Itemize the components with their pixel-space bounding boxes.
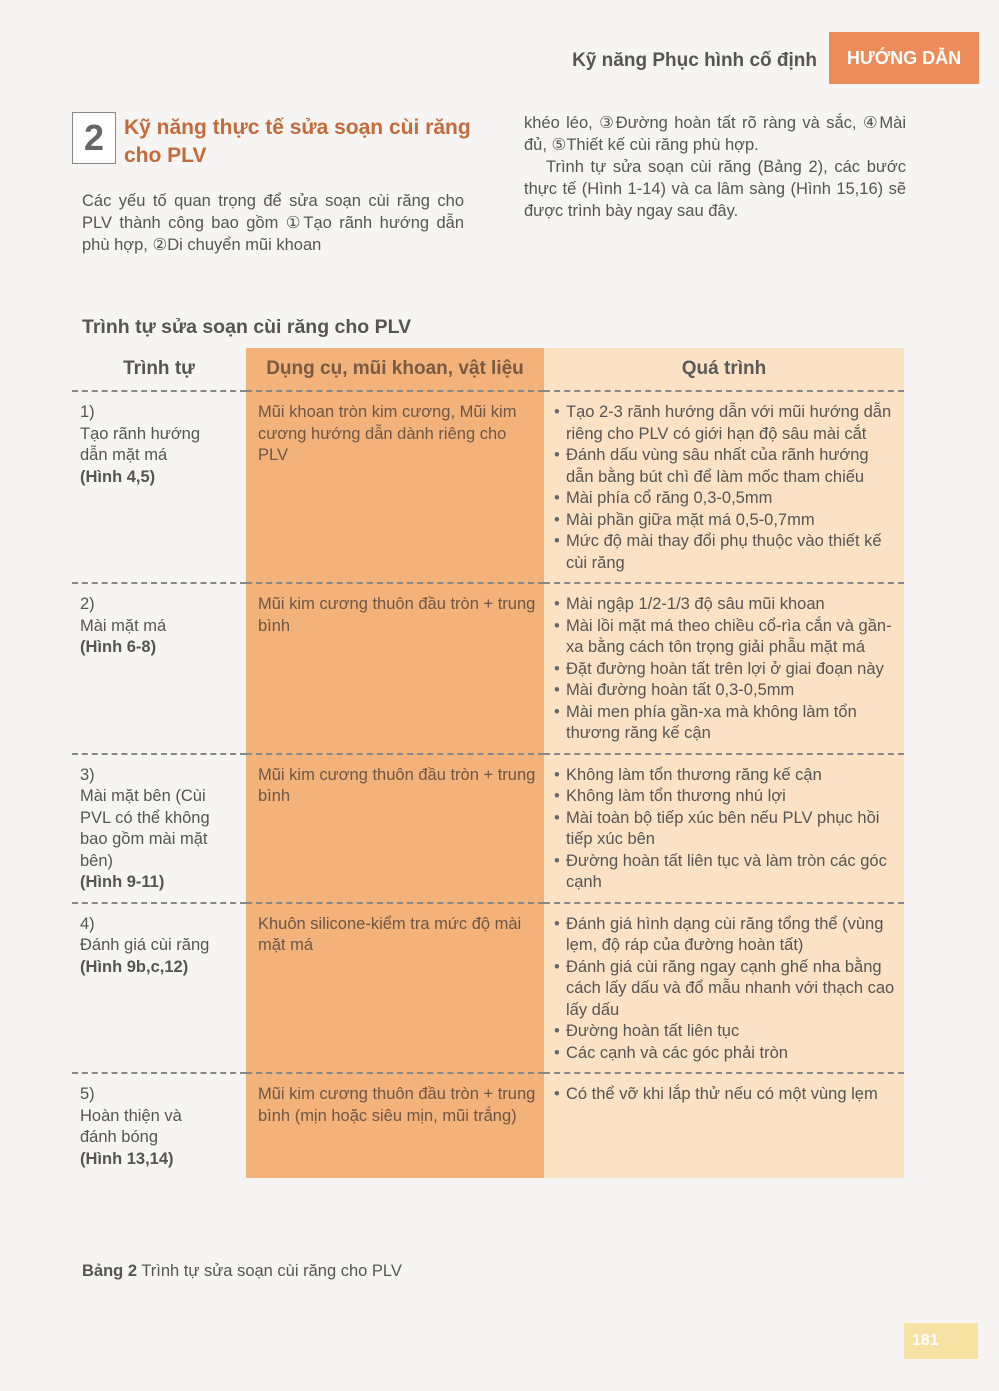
process-list bbox=[552, 1084, 896, 1106]
caption-label: Bảng 2 bbox=[82, 1262, 138, 1280]
process-step: • Mài toàn bộ tiếp xúc bên nếu PLV phục hồi tiếp xúc bên bbox=[552, 808, 896, 851]
step-name: Đánh giá cùi răng bbox=[80, 936, 210, 954]
step-cell bbox=[72, 1073, 246, 1178]
step-name: Mài mặt bên (Cùi PVL có thể không bao gồm mài mặt bên) bbox=[80, 787, 210, 870]
page-header bbox=[0, 32, 999, 84]
intro-right-column bbox=[524, 112, 906, 222]
table-row bbox=[72, 391, 904, 583]
header-title: Kỹ năng Phục hình cố định bbox=[572, 50, 817, 71]
tool-cell: Khuôn silicone-kiểm tra mức độ mài mặt má bbox=[246, 903, 544, 1074]
tool-cell: Mũi khoan tròn kim cương, Mũi kim cương hướng dẫn dành riêng cho PLV bbox=[246, 391, 544, 583]
process-step: • Đường hoàn tất liên tục và làm tròn các góc cạnh bbox=[552, 851, 896, 894]
step-text-block bbox=[80, 1106, 220, 1171]
process-cell bbox=[544, 1073, 904, 1178]
table-row bbox=[72, 754, 904, 903]
step-number: 4) bbox=[80, 914, 95, 933]
intro-right-p1: khéo léo, ③Đường hoàn tất rõ ràng và sắc, ④Mài đủ, ⑤Thiết kế cùi răng phù hợp. bbox=[524, 114, 906, 154]
tool-cell: Mũi kim cương thuôn đầu tròn + trung bình (mịn hoặc siêu mịn, mũi trắng) bbox=[246, 1073, 544, 1178]
column-header-tools: Dụng cụ, mũi khoan, vật liệu bbox=[246, 348, 544, 391]
step-name: Tạo rãnh hướng dẫn mặt má bbox=[80, 424, 201, 464]
process-step: • Mài lồi mặt má theo chiều cổ-rìa cắn và gần-xa bằng cách tôn trọng giải phẫu mặt má bbox=[552, 616, 896, 659]
process-step: • Đặt đường hoàn tất trên lợi ở giai đoạn này bbox=[552, 659, 896, 681]
column-header-process: Quá trình bbox=[544, 348, 904, 391]
process-step: • Tạo 2-3 rãnh hướng dẫn với mũi hướng dẫn riêng cho PLV có giới hạn độ sâu mài cắt bbox=[552, 402, 896, 445]
process-list bbox=[552, 402, 896, 574]
intro-left-column bbox=[82, 190, 464, 256]
step-cell bbox=[72, 754, 246, 903]
step-figure-ref: (Hình 13,14) bbox=[80, 1149, 174, 1168]
step-name: Mài mặt má bbox=[80, 616, 167, 635]
table-row bbox=[72, 903, 904, 1074]
process-cell bbox=[544, 903, 904, 1074]
step-name: Hoàn thiện và đánh bóng bbox=[80, 1106, 182, 1146]
process-step: • Mài phía cổ răng 0,3-0,5mm bbox=[552, 488, 896, 510]
step-text-block bbox=[80, 935, 220, 978]
step-text-block bbox=[80, 616, 220, 659]
process-cell bbox=[544, 754, 904, 903]
process-step: • Đánh giá hình dạng cùi răng tổng thể (vùng lẹm, độ ráp của đường hoàn tất) bbox=[552, 914, 896, 957]
step-number: 3) bbox=[80, 765, 95, 784]
process-list bbox=[552, 765, 896, 894]
caption-text: Trình tự sửa soạn cùi răng cho PLV bbox=[141, 1262, 402, 1280]
table-caption bbox=[82, 1262, 402, 1281]
process-step: • Đường hoàn tất liên tục bbox=[552, 1021, 896, 1043]
step-text-block bbox=[80, 424, 220, 489]
process-step: • Các cạnh và các góc phải tròn bbox=[552, 1043, 896, 1065]
process-step: • Mài ngập 1/2-1/3 độ sâu mũi khoan bbox=[552, 594, 896, 616]
step-figure-ref: (Hình 9b,c,12) bbox=[80, 957, 189, 976]
process-list bbox=[552, 914, 896, 1065]
step-figure-ref: (Hình 9-11) bbox=[80, 873, 165, 891]
process-step: • Mài phần giữa mặt má 0,5-0,7mm bbox=[552, 510, 896, 532]
section-title: Kỹ năng thực tế sửa soạn cùi răng cho PLV bbox=[124, 116, 471, 167]
tool-cell: Mũi kim cương thuôn đầu tròn + trung bình bbox=[246, 583, 544, 754]
section-number: 2 bbox=[72, 112, 116, 164]
process-step: • Mài men phía gần-xa mà không làm tổn thương răng kế cận bbox=[552, 702, 896, 745]
step-number: 2) bbox=[80, 595, 95, 613]
step-figure-ref: (Hình 6-8) bbox=[80, 638, 157, 656]
process-step: • Không làm tổn thương nhú lợi bbox=[552, 786, 896, 808]
step-number: 5) bbox=[80, 1085, 95, 1103]
process-cell bbox=[544, 391, 904, 583]
process-step: • Mài đường hoàn tất 0,3-0,5mm bbox=[552, 680, 896, 702]
process-step: • Mức độ mài thay đổi phụ thuộc vào thiết kế cùi răng bbox=[552, 531, 896, 574]
preparation-sequence-table bbox=[72, 348, 904, 1178]
table-row bbox=[72, 583, 904, 754]
process-step: • Không làm tổn thương răng kế cận bbox=[552, 765, 896, 787]
step-cell bbox=[72, 583, 246, 754]
tool-cell: Mũi kim cương thuôn đầu tròn + trung bình bbox=[246, 754, 544, 903]
process-step: • Đánh dấu vùng sâu nhất của rãnh hướng dẫn bằng bút chì để làm mốc tham chiếu bbox=[552, 445, 896, 488]
process-step: • Đánh giá cùi răng ngay cạnh ghế nha bằng cách lấy dấu và đổ mẫu nhanh với thạch cao lấy dấu bbox=[552, 957, 896, 1022]
table-title: Trình tự sửa soạn cùi răng cho PLV bbox=[82, 316, 412, 338]
column-header-sequence: Trình tự bbox=[72, 348, 246, 391]
table-row bbox=[72, 1073, 904, 1178]
process-list bbox=[552, 594, 896, 745]
step-cell bbox=[72, 391, 246, 583]
table-header-row bbox=[72, 348, 904, 391]
process-step: • Có thể vỡ khi lắp thử nếu có một vùng lẹm bbox=[552, 1084, 896, 1106]
process-cell bbox=[544, 583, 904, 754]
step-number: 1) bbox=[80, 403, 95, 421]
header-tag: HƯỚNG DẪN bbox=[829, 32, 979, 84]
step-figure-ref: (Hình 4,5) bbox=[80, 467, 156, 486]
intro-left-text: Các yếu tố quan trọng để sửa soạn cùi răng cho PLV thành công bao gồm ①Tạo rãnh hướng dẫn phù hợp, ②Di chuyển mũi khoan bbox=[82, 192, 464, 254]
step-text-block bbox=[80, 786, 220, 894]
page-number: 181 bbox=[904, 1323, 978, 1359]
intro-right-p2: Trình tự sửa soạn cùi răng (Bảng 2), các bước thực tế (Hình 1-14) và ca lâm sàng (Hình 15,16) sẽ được trình bày ngay sau đây. bbox=[524, 158, 906, 220]
step-cell bbox=[72, 903, 246, 1074]
